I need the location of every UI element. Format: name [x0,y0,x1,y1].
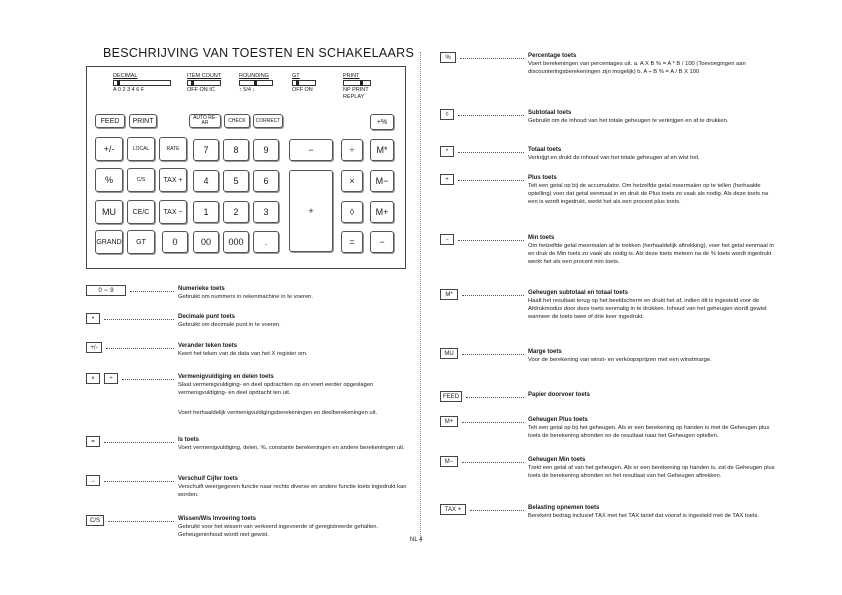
left-entry-6: Verschuif Cijfer toets Verschuift weergegeven functie naar rechts diverse en andere functie toets ingedrukt kan worden. [178,476,407,498]
dot-key[interactable]: . [253,231,279,253]
six-key[interactable]: 6 [253,170,279,192]
left-entry-7: Wissen/Wis Invoering toets Gebruikt voor het wissen van verkeerd ingevoerde of geregistreerde gehalten. Geheugeninhoud wordt niet gewist. [178,516,379,538]
shift-key-label: → [86,475,100,486]
rate-a-key[interactable]: RATE [159,137,187,161]
calculator-diagram [86,66,406,269]
right-entry-7: Papier doorvoer toets [528,392,591,398]
right-entry-4: Min toets Om hetzelfde getal meermalen af te trekken (herhaaldelijk aftrekking), voer het getal eenmaal in en druk de Min toets zo vaak als nodig is. Als deze toets meteen na de % toets wordt ingedrukt werkt het als een procent min toets. [528,235,774,265]
tax-plus-key-label: TAX + [440,504,466,515]
cs-key-label: C/S [86,515,104,526]
left-entry-1: Decimale punt toets Gebruikt om decimale punt in te voeren. [178,314,281,328]
minus-key[interactable]: − [370,231,394,253]
right-entry-6: Marge toets Voor de berekening van winst- en verkoopsprijzen met een winstmarge. [528,349,712,363]
ce-c-key[interactable]: CE/C [127,200,155,224]
four-key[interactable]: 4 [193,170,219,192]
decimal-key-label: • [86,313,100,324]
local-key[interactable]: LOCAL [127,137,155,161]
one-key[interactable]: 1 [193,201,219,223]
feed-key-label: FEED [440,391,462,402]
divide-key[interactable]: ÷ [341,139,363,161]
nine-key[interactable]: 9 [253,139,279,161]
left-entry-4: Voert herhaaldelijk vermenigvuldigingsberekeningen en deelberekeningen uit. [178,410,378,416]
equals-key-label: = [86,436,100,447]
right-entry-10: Belasting opnemen toets Berekent bedrag inclusief TAX met het TAX tarief dat vooraf is ingesteld met de TAX toets. [528,505,760,519]
five-key[interactable]: 5 [223,170,249,192]
right-entry-9: Geheugen Min toets Trekt een getal af van het geheugen. Als er een berekening op handen is, zal de Geheugen plus toets de berekening afronden en het resultaat van het Geheugen aftrekken. [528,457,775,479]
column-divider [420,52,421,542]
page-title: BESCHRIJVING VAN TOESTEN EN SCHAKELAARS [103,46,415,60]
percent-plus-key[interactable]: +% [370,114,394,130]
diamond-key[interactable]: ◊ [341,201,363,223]
plus-key-label: + [440,174,454,185]
seven-key[interactable]: 7 [193,139,219,161]
print-switch: PRINT NP PRINT REPLAY [343,73,371,100]
decimal-switch: DECIMAL A 0 2 3 4 6 F [113,73,171,93]
gt-key[interactable]: GT [127,230,155,254]
right-entry-0: Percentage toets Voert berekeningen van percentages uit. a. A X B % = A * B / 100 (Toevoegingen aan discounteringsberekeningen zijn mogelijk) b. A ÷ B % = A / B X 100 [528,53,746,75]
grand-key[interactable]: GRAND [95,230,123,254]
left-entry-5: Is toets Voert vermenigvuldiging, delen, %, constante berekeningen en andere berekeningen uit. [178,437,405,451]
right-entry-8: Geheugen Plus toets Telt een getal op bij het geheugen. Als er een berekening op handen is met de Geheugen plus toets de berekening afronden en de resultaat naar het Geheugen optellen. [528,417,770,439]
mu-key-label: MU [440,348,458,359]
divide-key-label: ÷ [104,373,118,384]
m-minus-key[interactable]: M− [370,170,394,192]
two-key[interactable]: 2 [223,201,249,223]
eight-key[interactable]: 8 [223,139,249,161]
subtotal-key-label: ◊ [440,109,454,120]
right-entry-3: Plus toets Telt een getal op bij de accumulator. Om hetzelfde getal meermalen op te tellen (herhaalde optelling) voer dat getal eenmaal in en druk de Plus toets zo vaak als nodig. Als deze toets na een is wordt ingedrukt, werkt het als een procent plus toets. [528,175,769,205]
numeric-key-label: 0 ∼ 9 [86,285,126,296]
triple-zero-key[interactable]: 000 [223,231,249,253]
rounding-switch: ROUNDING ↑ 5/4 ↓ [239,73,273,93]
percent-key[interactable]: % [95,168,123,192]
right-entry-2: Totaal toets Verkrijgt en drukt de inhoud van het totale geheugen af en wist het. [528,147,700,161]
sign-key-label: +/- [86,342,102,353]
three-key[interactable]: 3 [253,201,279,223]
percent-key-label: % [440,52,456,63]
zero-key[interactable]: 0 [162,231,188,253]
gt-switch: GT OFF ON [292,73,316,93]
mu-key[interactable]: MU [95,200,123,224]
correct-key[interactable]: CORRECT [253,114,283,128]
tax-minus-key[interactable]: TAX − [159,200,187,224]
equals-key[interactable]: = [341,231,363,253]
print-key[interactable]: PRINT [129,114,157,128]
m-star-key[interactable]: M* [370,139,394,161]
plus-big-key[interactable]: + [289,170,333,252]
feed-key[interactable]: FEED [95,114,125,128]
check-key[interactable]: CHECK [224,114,250,128]
total-key-label: * [440,146,454,157]
minus-key-label: − [440,234,454,245]
double-zero-key[interactable]: 00 [193,231,219,253]
left-entry-0: Numerieke toets Gebruikt om nummers in rekenmachine in te voeren. [178,286,313,300]
times-key[interactable]: × [341,170,363,192]
tax-plus-key[interactable]: TAX + [159,168,187,192]
m-minus-key-label: M− [440,456,458,467]
m-star-key-label: M* [440,289,458,300]
left-entry-3: Vermenigvuldiging en delen toets Slaat vermenigvuldiging- en deel opdrachten op en voert eerder opgeslagen vermenigvuldiging- en deel opdracht ten uit. [178,374,374,396]
cs-key[interactable]: C/S [127,168,155,192]
times-key-label: × [86,373,100,384]
m-plus-key[interactable]: M+ [370,201,394,223]
right-entry-5: Geheugen subtotaal en totaal toets Haalt het resultaat terug op het beeldscherm en drukt het af, indien dit is ingesteld voor de Afdrukmodus door deze toets eenmalig in te drukken. Inhoud van het geheugen wordt gewist wanneer de toets twee of drie keer ingedrukt. [528,290,767,320]
m-plus-key-label: M+ [440,416,458,427]
item-count-switch: ITEM COUNT OFF ON IC [187,73,222,93]
left-entry-2: Verander teken toets Keert het teken van de data van het X register om. [178,343,308,357]
minus-big-key[interactable]: − [289,139,333,161]
rate-key[interactable]: AUTO RE-AR [189,114,221,128]
page-number: NL 4 [410,537,423,543]
right-entry-1: Subtotaal toets Gebruikt om de inhoud van het totale geheugen te verkrijgen en af te drukken. [528,110,729,124]
plus-minus-key[interactable]: +/- [95,137,123,161]
